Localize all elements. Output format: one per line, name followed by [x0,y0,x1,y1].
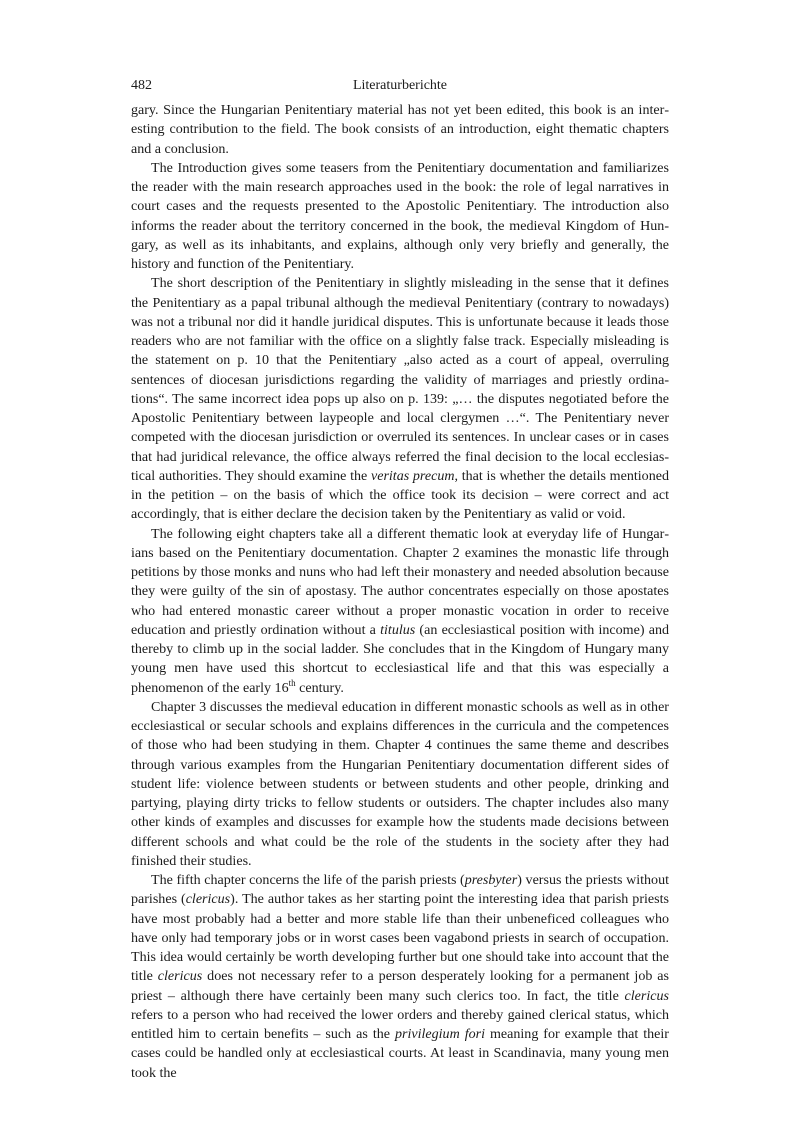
italic-term: presbyter [464,872,518,888]
article-body [131,101,669,1083]
text-run: ) versus the priests without parishes ( [131,872,670,908]
text-run: (an ecclesiastical position with income) and thereby to climb up in the social ladder. She concludes that in the Kingdom of Hungary many young men have used this shortcut to ecclesiastical life and that this was especially a phenomenon of the early 16 [131,621,669,696]
page-header [131,76,669,96]
text-run: , that is whether the details mentioned in the petition – on the basis of which the office took its decision – were correct and act accordingly, that is either declare the decision taken by the Penitentiary as valid or void. [131,467,669,523]
text-run: The following eight chapters take all a different thematic look at everyday life of Hungarians based on the Penitentiary documentation. Chapter 2 examines the monastic life through petitions by those monks and nuns who had left their monastery and needed absolution because they were guilty of the sin of apostasy. The author concentrates especially on those apostates who had entered monastic career without a proper monastic vocation in order to receive education and priestly ordination without a [131,525,669,638]
text-run: The fifth chapter concerns the life of the parish priests ( [151,872,465,888]
italic-term: clericus [624,987,669,1004]
text-run: ). The author takes as her starting point the interesting idea that parish priests have most probably had a better and more stable life than their unbeneficed colleagues who have only had temporary jobs or in worst cases been vagabond priests in search of occupation. This idea would certainly be worth developing further but one should take into account that the title [131,891,669,985]
text-run: century. [295,679,344,696]
paragraph [131,159,669,275]
text-run: The short description of the Penitentiary in slightly misleading in the sense that it defines the Penitentiary as a papal tribunal although the medieval Penitentiary (contrary to nowadays) was not a tribunal nor did it handle juridical disputes. This is unfortunate because it leads those readers who are not familiar with the office on a slightly false track. Especially misleading is the statement on p. 10 that the Penitentiary „also acted as a court of appeal, overruling sentences of diocesan jurisdictions regarding the validity of marriages and priestly ordinations“. The same incorrect idea pops up also on p. 139: „… the disputes negotiated before the Apostolic Penitentiary between laypeople and local clergymen …“. The Penitentiary never competed with the diocesan jurisdiction or overruled its sentences. In unclear cases or in cases that had juridical relevance, the office always referred the final decision to the local ecclesiastical authorities. They should examine the [131,275,669,484]
text-run: refers to a person who had received the lower orders and thereby gained clerical status, which entitled him to certain benefits – such as the [131,1006,669,1042]
text-run: The Introduction gives some teasers from the Penitentiary documentation and familiarizes the reader with the main research approaches used in the book: the role of legal narratives in court cases and the requests presented to the Apostolic Penitentiary. The introduction also informs the reader about the territory concerned in the book, the medieval Kingdom of Hungary, as well as its inhabitants, and explains, although only very briefly and generally, the history and function of the Penitentiary. [131,159,669,272]
paragraph [131,525,669,698]
text-run: Chapter 3 discusses the medieval education in different monastic schools as well as in other ecclesiastical or secular schools and explains differences in the curricula and the competences of those who had been studying in them. Chapter 4 continues the same theme and describes through various examples from the Hungarian Penitentiary documentation different sides of student life: violence between students or between students and other people, drinking and partying, playing dirty tricks to fellow students or outsiders. The chapter includes also many other kinds of examples and discusses for example how the students made decisions between different schools and what could be the role of the students in the society after they had finished their studies. [131,698,669,869]
running-head: Literaturberichte [352,78,448,93]
text-run: meaning for example that their cases could be handled only at ecclesiastical courts. At least in Scandinavia, many young men took the [131,1026,669,1081]
paragraph [131,871,669,1083]
text-run: does not necessary refer to a person desperately looking for a permanent job as priest – although there have certainly been many such clerics too. In fact, the title [131,968,670,1004]
page-number: 482 [131,78,152,93]
italic-term: titulus [380,621,416,638]
italic-term: veritas precum [370,467,455,484]
italic-term: clericus [185,891,231,908]
italic-term: clericus [157,968,203,985]
superscript: th [288,677,296,688]
paragraph [131,101,669,159]
text-run: gary. Since the Hungarian Penitentiary material has not yet been edited, this book is an interesting contribution to the field. The book consists of an introduction, eight thematic chapters and a conclusion. [131,102,669,157]
paragraph [131,274,669,524]
paragraph [131,698,669,871]
italic-term: privilegium fori [394,1026,485,1042]
